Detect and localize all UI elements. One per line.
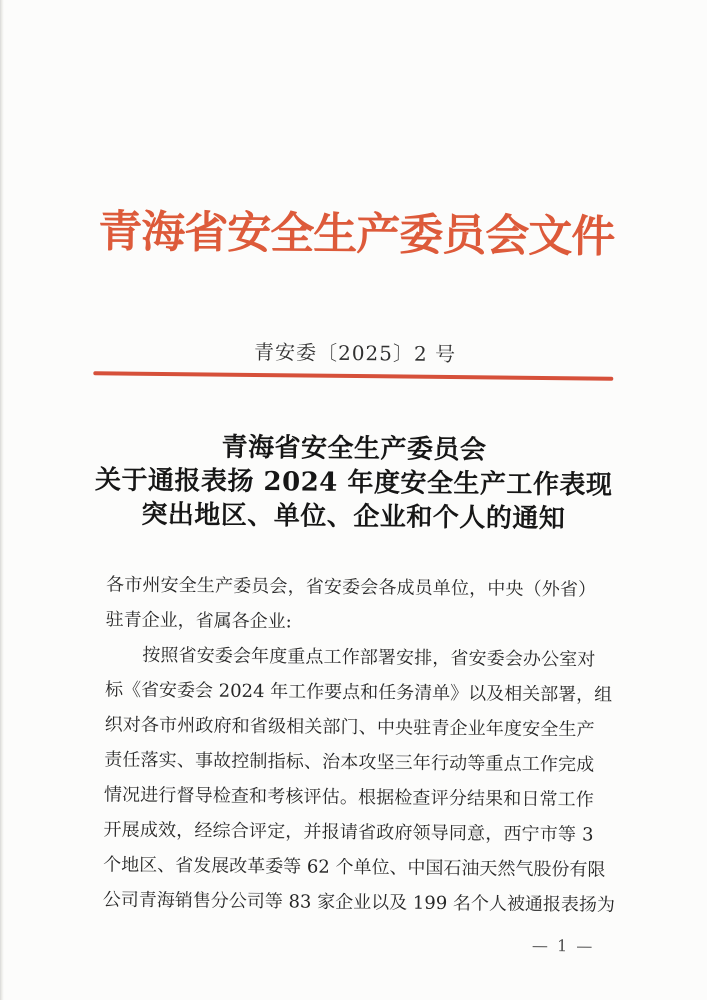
red-divider-rule <box>93 371 613 380</box>
body-line: 驻青企业，省属各企业: <box>105 609 292 633</box>
body-line: 标《省安委会 2024 年工作要点和任务清单》以及相关部署，组 <box>104 679 613 706</box>
body-line: 情况进行督导检查和考核评估。根据检查评分结果和日常工作 <box>103 784 594 811</box>
body-line: 责任落实、事故控制指标、治本攻坚三年行动等重点工作完成 <box>104 749 595 776</box>
body-line: 公司青海销售分公司等 83 家企业以及 199 名个人被通报表扬为 <box>102 889 616 916</box>
letterhead-title: 青海省安全生产委员会文件 <box>98 206 615 263</box>
body-line: 个地区、省发展改革委等 62 个单位、中国石油天然气股份有限 <box>103 854 606 881</box>
page-number: — 1 — <box>531 935 595 956</box>
body-line: 按照省安委会年度重点工作部署安排，省安委会办公室对 <box>142 644 596 671</box>
title-line-2: 关于通报表扬 2024 年度安全生产工作表现 <box>94 465 613 501</box>
document-number: 青安委〔2025〕2 号 <box>253 339 457 367</box>
body-text <box>102 567 616 922</box>
body-line: 开展成效，经综合评定，并报请省政府领导同意，西宁市等 3 <box>103 819 594 846</box>
body-line: 织对各市州政府和省级相关部门、中央驻青企业年度安全生产 <box>104 714 595 741</box>
title-line-1: 青海省安全生产委员会 <box>221 432 487 466</box>
title-line-3: 突出地区、单位、企业和个人的通知 <box>141 499 566 535</box>
body-line: 各市州安全生产委员会，省安委会各成员单位，中央（外省） <box>105 574 597 601</box>
document-title <box>0 428 707 537</box>
